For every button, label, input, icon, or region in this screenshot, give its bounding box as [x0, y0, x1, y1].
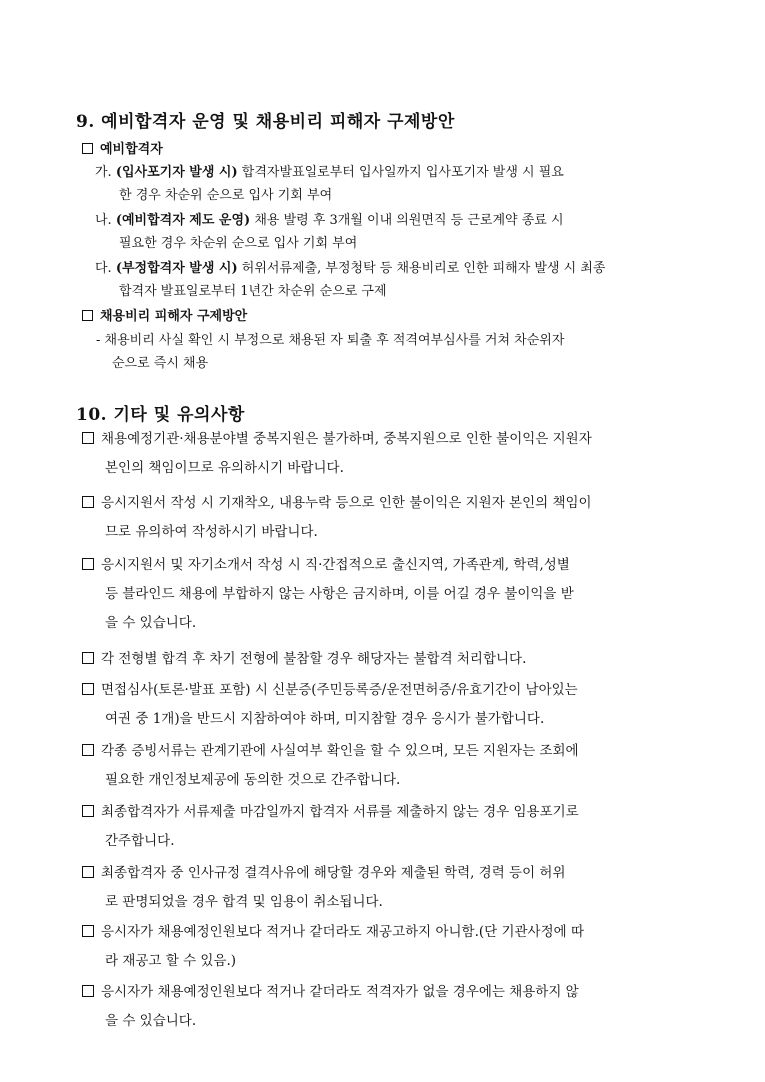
notice-item: 응시자가 채용예정인원보다 적거나 같더라도 적격자가 없을 경우에는 채용하지 않 을 수 있습니다.: [82, 978, 696, 1036]
reserve-item-na: 나. (예비합격자 제도 운영) 채용 발령 후 3개월 이내 의원면직 등 근로계약 종료 시 필요한 경우 차순위 순으로 입사 기회 부여: [95, 213, 564, 251]
notice-item: 응시지원서 및 자기소개서 작성 시 직·간접적으로 출신지역, 가족관계, 학력,성별 등 블라인드 채용에 부합하지 않는 사항은 금지하며, 이를 어길 경우 불이익을 받 을 수 있습니다.: [82, 551, 696, 638]
checkbox-square-icon: [82, 805, 94, 817]
checkbox-square-icon: [82, 310, 93, 321]
checkbox-square-icon: [82, 744, 94, 756]
notice-item: 최종합격자 중 인사규정 결격사유에 해당할 경우와 제출된 학력, 경력 등이 허위 로 판명되었을 경우 합격 및 임용이 취소됩니다.: [82, 859, 696, 917]
checkbox-square-icon: [82, 496, 94, 508]
section-10-title: 10. 기타 및 유의사항: [76, 405, 245, 425]
reserve-item-da: 다. (부정합격자 발생 시) 허위서류제출, 부정청탁 등 채용비리로 인한 피해자 발생 시 최종 합격자 발표일로부터 1년간 차순위 순으로 구제: [95, 261, 606, 299]
notice-item: 응시지원서 작성 시 기재착오, 내용누락 등으로 인한 불이익은 지원자 본인의 책임이 므로 유의하여 작성하시기 바랍니다.: [82, 489, 696, 547]
checkbox-square-icon: [82, 652, 94, 664]
victim-heading: 채용비리 피해자 구제방안: [82, 305, 247, 324]
checkbox-square-icon: [82, 683, 94, 695]
reserve-heading: 예비합격자: [82, 138, 163, 157]
notice-item: 응시자가 채용예정인원보다 적거나 같더라도 재공고하지 아니함.(단 기관사정에 따 라 재공고 할 수 있음.): [82, 918, 696, 976]
notice-item: 최종합격자가 서류제출 마감일까지 합격자 서류를 제출하지 않는 경우 임용포기로 간주합니다.: [82, 798, 696, 856]
victim-item: - 채용비리 사실 확인 시 부정으로 채용된 자 퇴출 후 적격여부심사를 거쳐 차순위자 순으로 즉시 채용: [96, 333, 565, 371]
checkbox-square-icon: [82, 866, 94, 878]
notice-item: 면접심사(토론·발표 포함) 시 신분증(주민등록증/운전면허증/유효기간이 남아있는 여권 중 1개)을 반드시 지참하여야 하며, 미지참할 경우 응시가 불가합니다.: [82, 676, 696, 734]
notice-item: 각종 증빙서류는 관계기관에 사실여부 확인을 할 수 있으며, 모든 지원자는 조회에 필요한 개인정보제공에 동의한 것으로 간주합니다.: [82, 737, 696, 795]
checkbox-square-icon: [82, 143, 93, 154]
checkbox-square-icon: [82, 558, 94, 570]
section-9-title: 9. 예비합격자 운영 및 채용비리 피해자 구제방안: [76, 112, 455, 132]
checkbox-square-icon: [82, 432, 94, 444]
notice-item: 각 전형별 합격 후 차기 전형에 불참할 경우 해당자는 불합격 처리합니다.: [82, 645, 696, 674]
checkbox-square-icon: [82, 985, 94, 997]
reserve-item-ga: 가. (입사포기자 발생 시) 합격자발표일로부터 입사일까지 입사포기자 발생 시 필요 한 경우 차순위 순으로 입사 기회 부여: [95, 165, 564, 203]
notice-item: 채용예정기관·채용분야별 중복지원은 불가하며, 중복지원으로 인한 불이익은 지원자 본인의 책임이므로 유의하시기 바랍니다.: [82, 425, 696, 483]
checkbox-square-icon: [82, 925, 94, 937]
